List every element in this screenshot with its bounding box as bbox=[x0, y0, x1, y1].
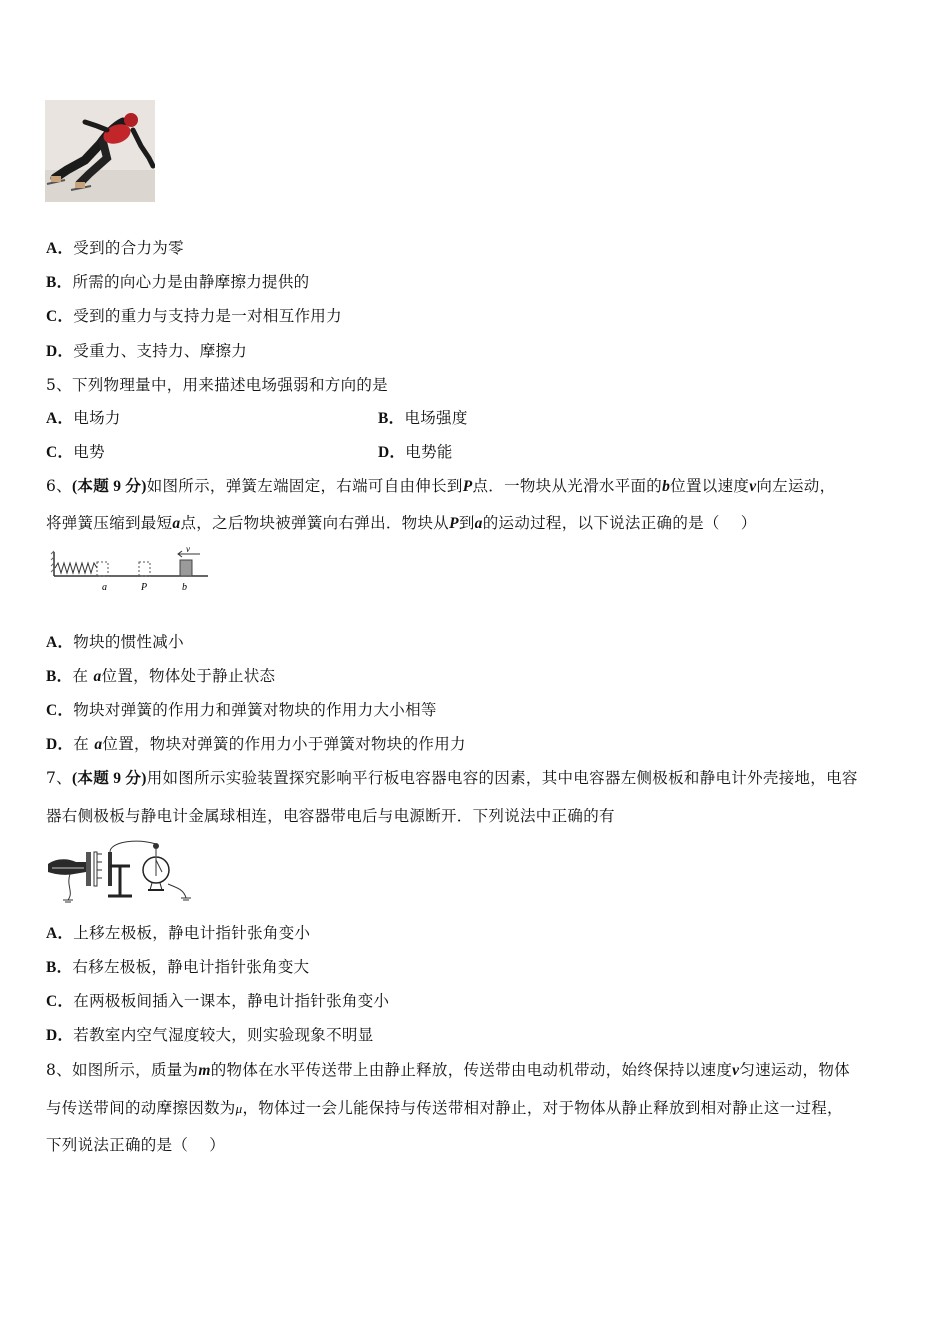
q5-option-c: C．电势 bbox=[46, 443, 105, 461]
q6-stem-line2: 将弹簧压缩到最短a点，之后物块被弹簧向右弹出．物块从P到a的运动过程，以下说法正确的是（ ） bbox=[46, 514, 757, 532]
q4-option-a: A．受到的合力为零 bbox=[46, 239, 184, 257]
q7-option-d: D．若教室内空气湿度较大，则实验现象不明显 bbox=[46, 1026, 374, 1044]
capacitor-electroscope-diagram bbox=[46, 838, 196, 908]
q6-option-a: A．物块的惯性减小 bbox=[46, 633, 184, 651]
q7-stem-line1: 7、(本题 9 分)用如图所示实验装置探究影响平行板电容器电容的因素，其中电容器左侧极板和静电计外壳接地，电容 bbox=[46, 769, 858, 787]
fig-label-b: b bbox=[182, 582, 187, 593]
fig-label-p: P bbox=[141, 582, 148, 593]
q8-stem-line2: 与传送带间的动摩擦因数为μ，物体过一会儿能保持与传送带相对静止，对于物体从静止释放到相对静止这一过程， bbox=[46, 1099, 843, 1117]
q6-option-d: D．在 a位置，物块对弹簧的作用力小于弹簧对物块的作用力 bbox=[46, 735, 466, 753]
q6-option-c: C．物块对弹簧的作用力和弹簧对物块的作用力大小相等 bbox=[46, 701, 437, 719]
spring-block-diagram bbox=[50, 544, 210, 594]
q6-stem-line1: 6、(本题 9 分)如图所示，弹簧左端固定，右端可自由伸长到P点．一物块从光滑水平面的b位置以速度v向左运动， bbox=[46, 477, 836, 495]
q7-option-a: A．上移左极板，静电计指针张角变小 bbox=[46, 924, 311, 942]
q7-option-c: C．在两极板间插入一课本，静电计指针张角变小 bbox=[46, 992, 390, 1010]
q4-option-c: C．受到的重力与支持力是一对相互作用力 bbox=[46, 307, 342, 325]
fig-label-a: a bbox=[102, 582, 107, 593]
q8-stem-line3: 下列说法正确的是（ ） bbox=[46, 1136, 226, 1154]
q4-option-d: D．受重力、支持力、摩擦力 bbox=[46, 342, 248, 360]
q5-option-a: A．电场力 bbox=[46, 409, 121, 427]
fig-label-v: v bbox=[186, 544, 190, 554]
q7-stem-line2: 器右侧极板与静电计金属球相连，电容器带电后与电源断开．下列说法中正确的有 bbox=[46, 807, 615, 825]
q8-stem-line1: 8、如图所示，质量为m的物体在水平传送带上由静止释放，传送带由电动机带动，始终保持以速度v匀速运动，物体 bbox=[46, 1061, 850, 1079]
q5-option-b: B．电场强度 bbox=[378, 409, 468, 427]
skater-photo bbox=[45, 100, 155, 202]
q5-option-d: D．电势能 bbox=[378, 443, 453, 461]
q4-option-b: B．所需的向心力是由静摩擦力提供的 bbox=[46, 273, 310, 291]
q5-stem: 5、下列物理量中，用来描述电场强弱和方向的是 bbox=[46, 376, 388, 394]
q7-option-b: B．右移左极板，静电计指针张角变大 bbox=[46, 958, 310, 976]
q6-option-b: B．在 a位置，物体处于静止状态 bbox=[46, 667, 276, 685]
